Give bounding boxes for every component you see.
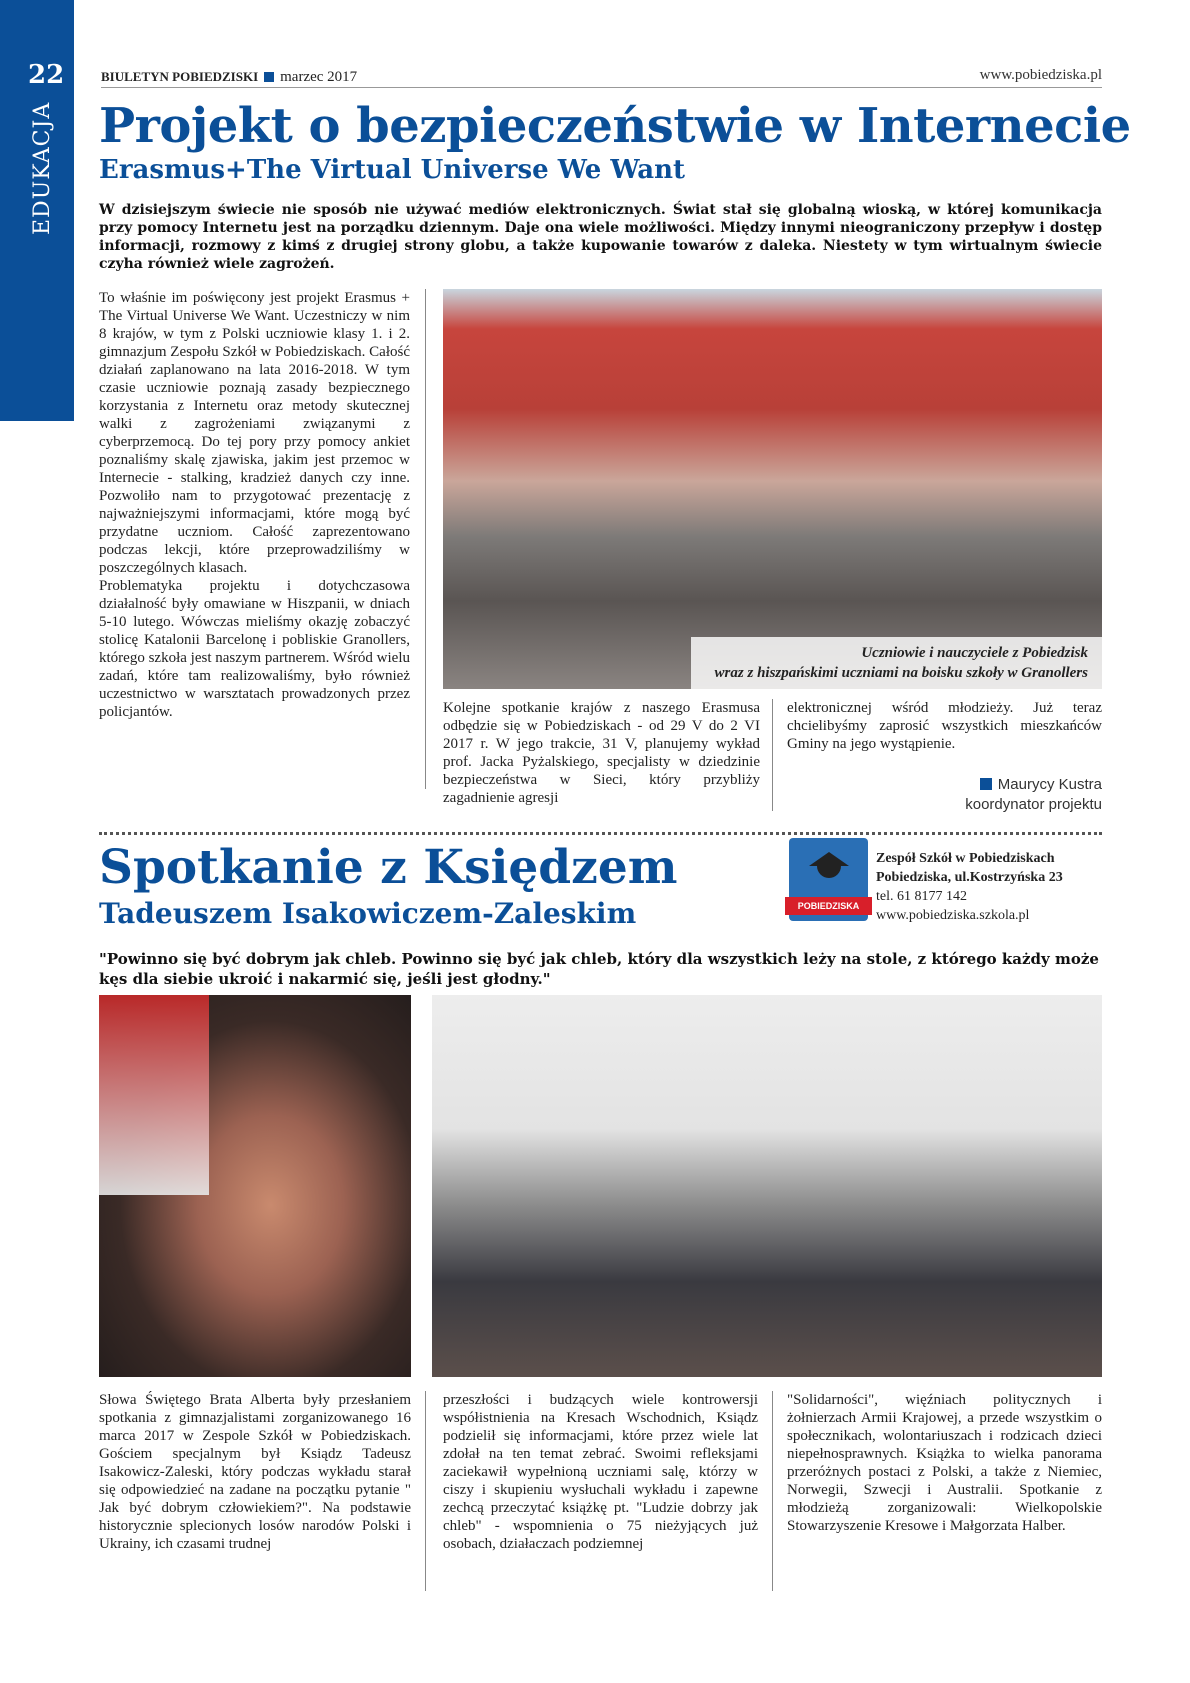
school-name: Zespół Szkół w Pobiedziskach — [876, 851, 1055, 866]
meeting-photo — [432, 995, 1102, 1377]
photo-caption-line: Uczniowie i nauczyciele z Pobiedzisk — [861, 645, 1088, 661]
column-divider — [425, 1391, 426, 1591]
website-link[interactable]: www.pobiedziska.pl — [979, 67, 1102, 83]
article1-column-1: To właśnie im poświęcony jest projekt Erasmus + The Virtual Universe We Want. Uczestniczy w nim 8 krajów, w tym z Polski uczniowie klasy 1. i 2. gimnazjum Zespołu Szkół w Pobiedziskach. Całość działań zaplanowano na lata 2016-2018. W tym czasie uczniowie poznają zasady bezpiecznego korzystania z Internetu oraz metody skutecznej walki z zagrożeniami związanymi z cyberprzemocą. Do tej pory przy pomocy ankiet poznaliśmy skalę zjawiska, jakim jest przemoc w Internecie - stalking, kradzież danych czy inne. Pozwoliło nam to przygotować prezentację z najważniejszymi informacjami, które mogą być przydatne uczniom. Całość zaprezentowano podczas lekcji, które przeprowadziliśmy w poszczególnych klasach. Problematyka projektu i dotychczasowa działalność były omawiane w Hiszpanii, w dniach 5-10 lutego. Wówczas mieliśmy okazję zobaczyć stolicę Katalonii Barcelonę i pobliskie Granollers, którego szkoła jest naszym partnerem. Wśród wielu zadań, które tam realizowaliśmy, było również uczestnictwo w warsztatach prowadzonych przez policjantów. — [99, 290, 410, 720]
column-divider — [425, 289, 426, 789]
photo-caption-line: wraz z hiszpańskimi uczniami na boisku szkoły w Granollers — [714, 665, 1088, 681]
column-divider — [772, 1391, 773, 1591]
school-phone: tel. 61 8177 142 — [876, 889, 967, 904]
group-photo — [443, 289, 1102, 689]
running-header — [101, 69, 357, 86]
issue-date: marzec 2017 — [280, 69, 358, 85]
school-address: Pobiedziska, ul.Kostrzyńska 23 — [876, 870, 1063, 885]
dotted-divider — [99, 832, 1102, 835]
graduation-cap-icon — [809, 852, 849, 866]
photo-caption — [691, 637, 1102, 689]
author-role: koordynator projektu — [965, 796, 1102, 813]
article2-column-2: przeszłości i budzących wiele kontrowersji współistnienia na Kresach Wschodnich, Ksiądz podzielił się informacjami, które przez wiele lat zdołał na ten temat zebrać. Swoimi refleksjami zaciekawił wypełnioną uczniami salę, którzy w ciszy i skupieniu wysłuchali wykładu i zapewne zechcą przeczytać książkę pt. "Ludzie dobrzy jak chleb" - wspomnienia o 75 nieżyjących już osobach, działaczach podziemnej — [443, 1392, 758, 1552]
article2-column-3: "Solidarności", więźniach politycznych i żołnierzach Armii Krajowej, a przede wszystkim o społecznikach, wolontariuszach i rodzicach dzieci niepełnosprawnych. Książka to wielka panorama przeróżnych postaci z Polski, a także z Niemiec, Norwegii, Szwecji i Australii. Spotkanie z młodzieżą zorganizowali: Wielkopolskie Stowarzyszenie Kresowe i Małgorzata Halber. — [787, 1392, 1102, 1534]
article1-lead: W dzisiejszym świecie nie sposób nie używać mediów elektronicznych. Świat stał się globalną wioską, w której komunikacja przy pomocy Internetu jest na porządku dziennym. Daje ona wiele możliwości. Między innymi nieograniczony przepływ i dostęp informacji, rozmowy z kimś z drugiej strony globu, a także kupowanie towarów z daleka. Niestety w tym wirtualnym świecie czyha również wiele zagrożeń. — [99, 202, 1102, 272]
article1-column-2: Kolejne spotkanie krajów z naszego Erasmusa odbędzie się w Pobiedziskach - od 29 V do 2 VI 2017 r. W jego trakcie, 31 V, planujemy wykład prof. Jacka Pyżalskiego, specjalisty w dziedzinie bezpieczeństwa w Sieci, który przybliży zagadnienie agresji — [443, 700, 760, 806]
page-number: 22 — [28, 60, 65, 90]
school-info — [876, 849, 1063, 925]
article1-column-3: elektronicznej wśród młodzieży. Już teraz chcielibyśmy zaprosić wszystkich mieszkańców Gminy na jego wystąpienie. — [787, 700, 1102, 752]
article2-column-1: Słowa Świętego Brata Alberta były przesłaniem spotkania z gimnazjalistami zorganizowanego 16 marca 2017 w Zespole Szkół w Pobiedziskach. Gościem specjalnym był Ksiądz Tadeusz Isakowicz-Zaleski, który podczas wykładu starał się odpowiedzieć na zadane na początku pytanie " Jak być dobrym człowiekiem?". Na podstawie historycznie splecionych losów narodów Polski i Ukrainy, ich czasami trudnej — [99, 1392, 411, 1552]
school-website[interactable]: www.pobiedziska.szkola.pl — [876, 908, 1030, 923]
square-icon — [980, 778, 992, 790]
square-icon — [264, 72, 274, 82]
article1-subtitle: Erasmus+The Virtual Universe We Want — [99, 155, 686, 185]
priest-portrait-photo — [99, 995, 411, 1377]
section-label: EDUKACJA — [30, 101, 55, 235]
author-name: Maurycy Kustra — [997, 776, 1102, 793]
school-logo — [789, 838, 868, 921]
author-signature — [965, 775, 1102, 815]
article1-title: Projekt o bezpieczeństwie w Internecie — [99, 98, 1131, 154]
header-divider — [101, 87, 1102, 88]
publication-name: BIULETYN POBIEDZISKI — [101, 69, 259, 84]
article2-subtitle: Tadeuszem Isakowiczem-Zaleskim — [99, 897, 637, 930]
article2-title: Spotkanie z Księdzem — [99, 840, 678, 895]
column-divider — [772, 699, 773, 811]
article2-quote: "Powinno się być dobrym jak chleb. Powinno się być jak chleb, który dla wszystkich leży na stole, z którego każdy może kęs dla siebie ukroić i nakarmić się, jeśli jest głodny." — [99, 950, 1099, 988]
logo-text: POBIEDZISKA — [785, 897, 872, 915]
